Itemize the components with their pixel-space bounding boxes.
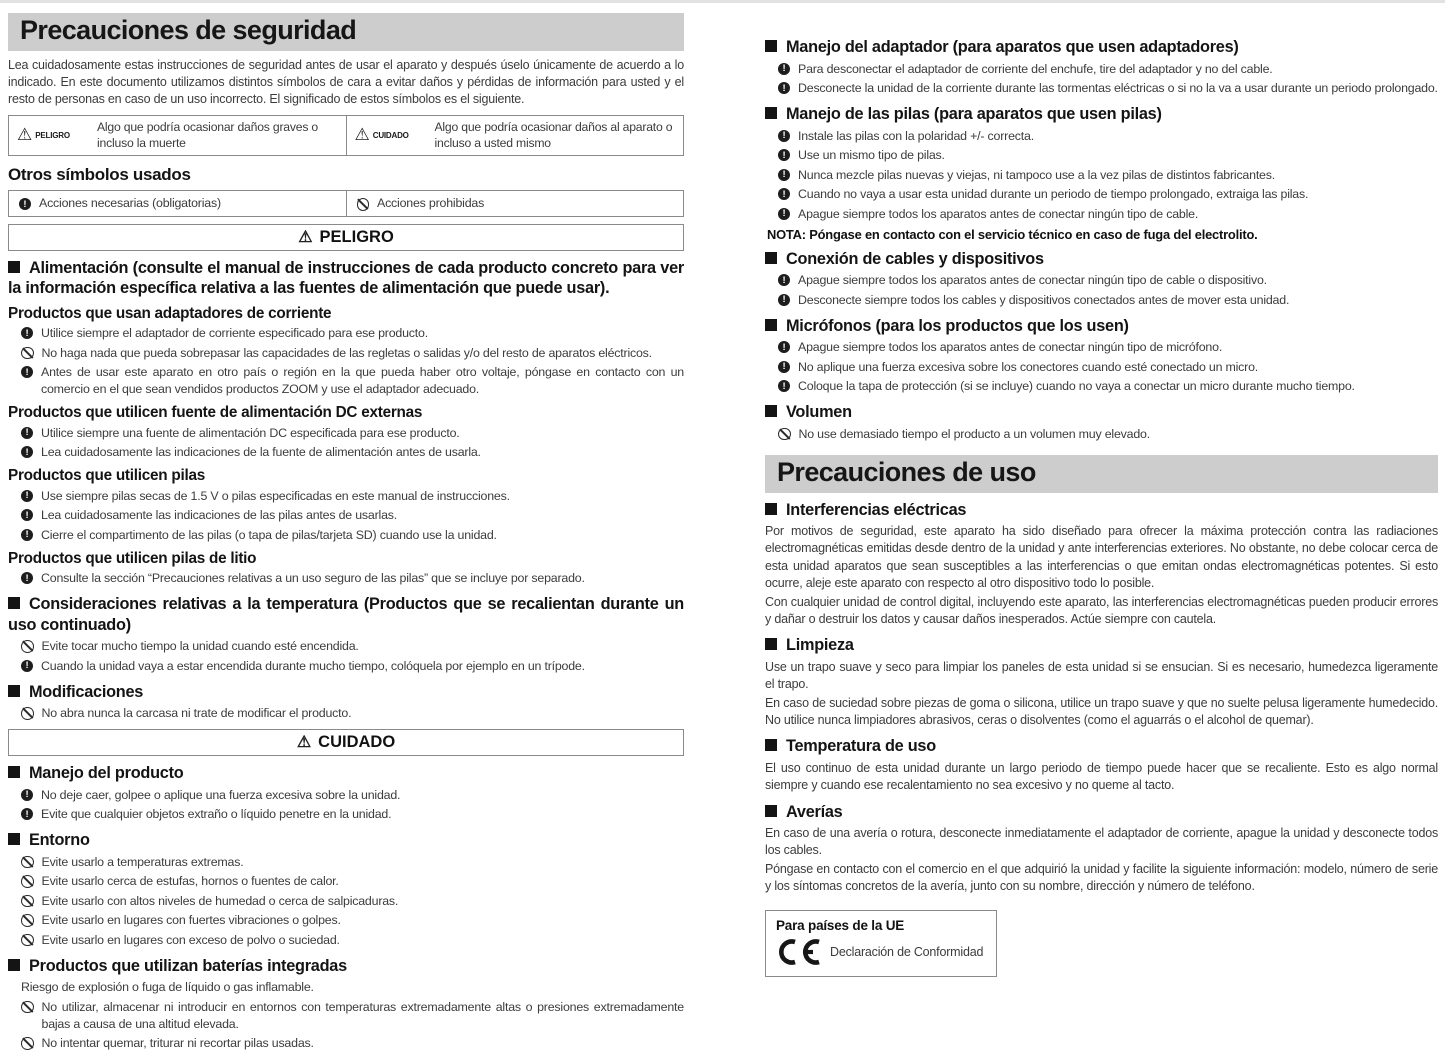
prohibited-icon [21, 1001, 34, 1014]
square-bullet-icon [8, 685, 20, 697]
precaution-list [8, 705, 684, 722]
square-bullet-icon [8, 766, 20, 778]
list-item: ! Use siempre pilas secas de 1.5 V o pilas especificadas en este manual de instrucciones. [21, 488, 684, 505]
conformity-text: Declaración de Conformidad [830, 944, 984, 959]
mandatory-icon [778, 294, 790, 306]
precaution-list [8, 999, 684, 1053]
list-item: ! Apague siempre todos los aparatos antes de conectar ningún tipo de cable. [778, 206, 1438, 223]
square-bullet-icon [765, 503, 777, 515]
paragraph-group [765, 825, 1438, 896]
section-heading-manejo-adaptador: Manejo del adaptador (para aparatos que usen adaptadores) [765, 37, 1438, 58]
symbol-text: Acciones prohibidas [377, 196, 485, 211]
warning-triangle-icon [355, 126, 370, 145]
paragraph: Use un trapo suave y seco para limpiar los paneles de esta unidad si se ensucian. Si es necesario, humedezca ligeramente el trapo. [765, 659, 1438, 692]
severity-text: Algo que podría ocasionar daños al aparato o incluso a usted mismo [434, 120, 673, 150]
mandatory-icon [778, 149, 790, 161]
list-item: No use demasiado tiempo el producto a un volumen muy elevado. [778, 426, 1438, 443]
mandatory-icon [21, 427, 33, 439]
mandatory-icon [21, 327, 33, 339]
prohibited-icon [21, 856, 34, 869]
paragraph: Por motivos de seguridad, este aparato ha sido diseñado para ofrecer la máxima protección contra las radiaciones electromagnéticas emitidas desde dentro de la unidad y ante interferencias exteriores. No obstante, no debe colocar cerca de esta unidad aparatos que sean susceptibles a las interferencias o que emitan ondas electromagnéticas potentes. Si esto ocurre, aleje este aparato con respecto al otro dispositivo todo lo posible. [765, 524, 1438, 590]
symbol-cell-mandatory [9, 191, 346, 216]
mandatory-icon [21, 529, 33, 541]
section-heading-manejo-producto: Manejo del producto [8, 763, 684, 784]
mandatory-icon [778, 169, 790, 181]
mandatory-icon [778, 341, 790, 353]
list-item: ! Lea cuidadosamente las indicaciones de la fuente de alimentación antes de usarla. [21, 444, 684, 461]
page-top-rule [0, 0, 1445, 3]
paragraph: El uso continuo de esta unidad durante un largo periodo de tiempo puede hacer que se recaliente. Esto es algo normal siempre y cuando ese recalentamiento no sea excesivo y no queme al tacto. [765, 760, 1438, 793]
subheading-pilas: Productos que utilicen pilas [8, 467, 205, 484]
paragraph: Con cualquier unidad de control digital, incluyendo este aparato, las interferencias electromagnéticas pueden producir errores y dañar o destruir los datos y causar daños inesperados. Actúe siempre con cautela. [765, 594, 1438, 626]
eu-box-title: Para países de la UE [776, 917, 905, 933]
precaution-list [765, 272, 1438, 309]
list-item: ! Lea cuidadosamente las indicaciones de las pilas antes de usarlas. [21, 507, 684, 524]
mandatory-icon [21, 366, 33, 378]
list-item: ! Cuando no vaya a usar esta unidad durante un periodo de tiempo prolongado, extraiga las pilas. [778, 186, 1438, 203]
symbols-table [8, 190, 684, 217]
paragraph-group [765, 760, 1438, 795]
prohibited-icon [21, 707, 34, 720]
symbol-text: Acciones necesarias (obligatorias) [39, 196, 221, 211]
square-bullet-icon [8, 261, 20, 273]
prohibited-icon [21, 895, 34, 908]
precaution-list [8, 854, 684, 949]
list-item: ! Cuando la unidad vaya a estar encendida durante mucho tiempo, colóquela por ejemplo en un trípode. [21, 658, 684, 675]
precaution-list [765, 426, 1438, 443]
list-item: Evite usarlo a temperaturas extremas. [21, 854, 684, 871]
ce-mark-icon [776, 938, 822, 966]
list-item: ! Utilice siempre una fuente de alimentación DC especificada para ese producto. [21, 425, 684, 442]
precaution-list [8, 488, 684, 544]
eu-conformity-box [765, 910, 997, 977]
list-item: ! Desconecte siempre todos los cables y dispositivos conectados antes de mover esta unidad. [778, 292, 1438, 309]
mandatory-icon [21, 490, 33, 502]
list-item: ! No deje caer, golpee o aplique una fuerza excesiva sobre la unidad. [21, 787, 684, 804]
list-item: ! Para desconectar el adaptador de corriente del enchufe, tire del adaptador y no del cable. [778, 61, 1438, 78]
list-item: Evite usarlo cerca de estufas, hornos o fuentes de calor. [21, 873, 684, 890]
list-item: Evite tocar mucho tiempo la unidad cuando esté encendida. [21, 638, 684, 655]
severity-cell-danger [9, 116, 346, 155]
mandatory-icon [19, 198, 31, 210]
mandatory-icon [21, 446, 33, 458]
prohibited-icon [21, 347, 34, 360]
list-item: No haga nada que pueda sobrepasar las capacidades de las regletas o salidas y/o del resto de aparatos eléctricos. [21, 345, 684, 362]
mandatory-icon [778, 130, 790, 142]
paragraph-group [765, 659, 1438, 730]
section-heading-interferencias: Interferencias eléctricas [765, 500, 1438, 521]
square-bullet-icon [765, 40, 777, 52]
mandatory-icon [778, 82, 790, 94]
precaution-list [765, 61, 1438, 98]
section-heading-limpieza: Limpieza [765, 635, 1438, 656]
list-item: ! Desconecte la unidad de la corriente durante las tormentas eléctricas o si no la va a usar durante un periodo prolongado. [778, 80, 1438, 97]
section-heading-baterias: Productos que utilizan baterías integradas [8, 956, 684, 977]
precaution-list [8, 325, 684, 398]
list-item: No utilizar, almacenar ni introducir en entornos con temperaturas extremadamente altas o presiones extremadamente bajas a causa de una altitud elevada. [21, 999, 684, 1033]
subheading-pilas-litio: Productos que utilicen pilas de litio [8, 549, 257, 567]
section-heading-alimentacion: Alimentación (consulte el manual de instrucciones de cada producto concreto para ver la información específica relativa a las fuentes de alimentación que puede usar). [8, 258, 684, 297]
square-bullet-icon [8, 833, 20, 845]
section-heading-manejo-pilas: Manejo de las pilas (para aparatos que usen pilas) [765, 104, 1438, 125]
list-item: ! Antes de usar este aparato en otro país o región en la que pueda haber otro voltaje, póngase en contacto con un comercio en el que sean vendidos productos ZOOM y use el adaptador adecuado. [21, 364, 684, 398]
list-item: ! Coloque la tapa de protección (si se incluye) cuando no vaya a conectar un micro durante mucho tiempo. [778, 378, 1438, 395]
precaution-list [765, 339, 1438, 395]
mandatory-icon [21, 808, 33, 820]
section-heading-modificaciones: Modificaciones [8, 682, 684, 703]
intro-paragraph: Lea cuidadosamente estas instrucciones de seguridad antes de usar el aparato y después úselo únicamente de acuerdo a lo indicado. En este documento utilizamos distintos símbolos de cara a evitar daños y pérdidas de información para usted y el resto de personas en caso de un uso incorrecto. El significado de estos símbolos es el siguiente. [8, 58, 684, 106]
prohibited-icon [21, 875, 34, 888]
other-symbols-heading: Otros símbolos usados [8, 165, 191, 184]
list-item: ! No aplique una fuerza excesiva sobre los conectores cuando esté conectado un micro. [778, 359, 1438, 376]
prohibited-icon [21, 934, 34, 947]
mandatory-icon [778, 361, 790, 373]
section-heading-cables: Conexión de cables y dispositivos [765, 249, 1438, 270]
list-item: ! Nunca mezcle pilas nuevas y viejas, ni tampoco use a la vez pilas de distintos fabricantes. [778, 167, 1438, 184]
list-item: No abra nunca la carcasa ni trate de modificar el producto. [21, 705, 684, 722]
prohibited-icon [778, 428, 791, 441]
severity-label: CUIDADO [372, 131, 409, 140]
precaution-list [8, 787, 684, 824]
paragraph-group [765, 523, 1438, 628]
prohibited-icon [21, 914, 34, 927]
banner-label: PELIGRO [319, 227, 394, 246]
prohibited-icon [357, 198, 370, 211]
list-item: ! Cierre el compartimento de las pilas (o tapa de pilas/tarjeta SD) cuando use la unidad. [21, 527, 684, 544]
severity-table [8, 115, 684, 156]
list-item: ! Apague siempre todos los aparatos antes de conectar ningún tipo de micrófono. [778, 339, 1438, 356]
mandatory-icon [21, 572, 33, 584]
list-item: Evite usarlo en lugares con exceso de polvo o suciedad. [21, 932, 684, 949]
subheading-adaptadores: Productos que usan adaptadores de corriente [8, 304, 332, 322]
severity-label: PELIGRO [35, 131, 70, 140]
precaution-list [765, 128, 1438, 223]
section-heading-entorno: Entorno [8, 830, 684, 851]
subheading-dc-externas: Productos que utilicen fuente de alimentación DC externas [8, 404, 423, 421]
page-title-uso [765, 455, 1438, 493]
section-heading-temperatura: Consideraciones relativas a la temperatura (Productos que se recalientan durante un uso continuado) [8, 595, 684, 634]
precaution-list [8, 425, 684, 462]
mandatory-icon [778, 188, 790, 200]
warning-triangle-icon [17, 126, 32, 145]
square-bullet-icon [765, 252, 777, 264]
square-bullet-icon [8, 959, 20, 971]
square-bullet-icon [765, 739, 777, 751]
square-bullet-icon [765, 638, 777, 650]
precaution-list [8, 638, 684, 675]
mandatory-icon [778, 208, 790, 220]
page-title-seguridad [8, 13, 684, 51]
symbol-cell-prohibited [346, 191, 684, 216]
paragraph: Póngase en contacto con el comercio en el que adquirió la unidad y facilite la siguiente información: modelo, número de serie y los síntomas concretos de la avería, junto con su nombre, dirección y número de teléfono. [765, 862, 1438, 894]
list-item: Evite usarlo con altos niveles de humedad o cerca de salpicaduras. [21, 893, 684, 910]
list-item: ! Evite que cualquier objetos extraño o líquido penetre en la unidad. [21, 806, 684, 823]
square-bullet-icon [765, 805, 777, 817]
section-heading-averias: Averías [765, 802, 1438, 823]
precaution-list [8, 570, 684, 587]
square-bullet-icon [765, 107, 777, 119]
baterias-note: Riesgo de explosión o fuga de líquido o gas inflamable. [21, 980, 314, 994]
prohibited-icon [21, 1037, 34, 1050]
list-item: ! Instale las pilas con la polaridad +/- correcta. [778, 128, 1438, 145]
left-column [8, 10, 684, 1055]
list-item: ! Use un mismo tipo de pilas. [778, 147, 1438, 164]
peligro-banner [8, 224, 684, 251]
electrolyte-note: NOTA: Póngase en contacto con el servicio técnico en caso de fuga del electrolito. [767, 226, 1258, 242]
severity-text: Algo que podría ocasionar daños graves o incluso la muerte [97, 120, 319, 150]
mandatory-icon [21, 509, 33, 521]
paragraph: En caso de suciedad sobre piezas de goma o silicona, utilice un trapo suave y que no suelte pelusa ligeramente humedecido. No utilice nunca limpiadores abrasivos, ceras o disolventes (como el aguarrás o el alcohol de quemar). [765, 695, 1438, 728]
mandatory-icon [778, 63, 790, 75]
mandatory-icon [778, 380, 790, 392]
mandatory-icon [21, 660, 33, 672]
banner-label: CUIDADO [318, 733, 396, 751]
square-bullet-icon [765, 405, 777, 417]
cuidado-banner [8, 729, 684, 756]
mandatory-icon [778, 274, 790, 286]
warning-triangle-icon [298, 228, 319, 247]
mandatory-icon [21, 789, 33, 801]
severity-cell-caution [346, 116, 684, 155]
list-item: Evite usarlo en lugares con fuertes vibraciones o golpes. [21, 912, 684, 929]
right-column [765, 30, 1438, 977]
list-item: ! Consulte la sección “Precauciones relativas a un uso seguro de las pilas” que se incluye por separado. [21, 570, 684, 587]
list-item: ! Utilice siempre el adaptador de corriente especificado para ese producto. [21, 325, 684, 342]
square-bullet-icon [765, 319, 777, 331]
section-heading-temperatura-uso: Temperatura de uso [765, 736, 1438, 757]
list-item: No intentar quemar, triturar ni recortar pilas usadas. [21, 1035, 684, 1052]
section-heading-volumen: Volumen [765, 402, 1438, 423]
title-text: Precauciones de uso [777, 456, 1036, 487]
prohibited-icon [21, 640, 34, 653]
list-item: ! Apague siempre todos los aparatos antes de conectar ningún tipo de cable o dispositivo. [778, 272, 1438, 289]
square-bullet-icon [8, 597, 20, 609]
warning-triangle-icon [297, 733, 318, 752]
section-heading-microfonos: Micrófonos (para los productos que los usen) [765, 316, 1438, 337]
title-text: Precauciones de seguridad [20, 15, 357, 45]
paragraph: En caso de una avería o rotura, desconecte inmediatamente el adaptador de corriente, apague la unidad y desconecte todos los cables. [765, 826, 1438, 858]
